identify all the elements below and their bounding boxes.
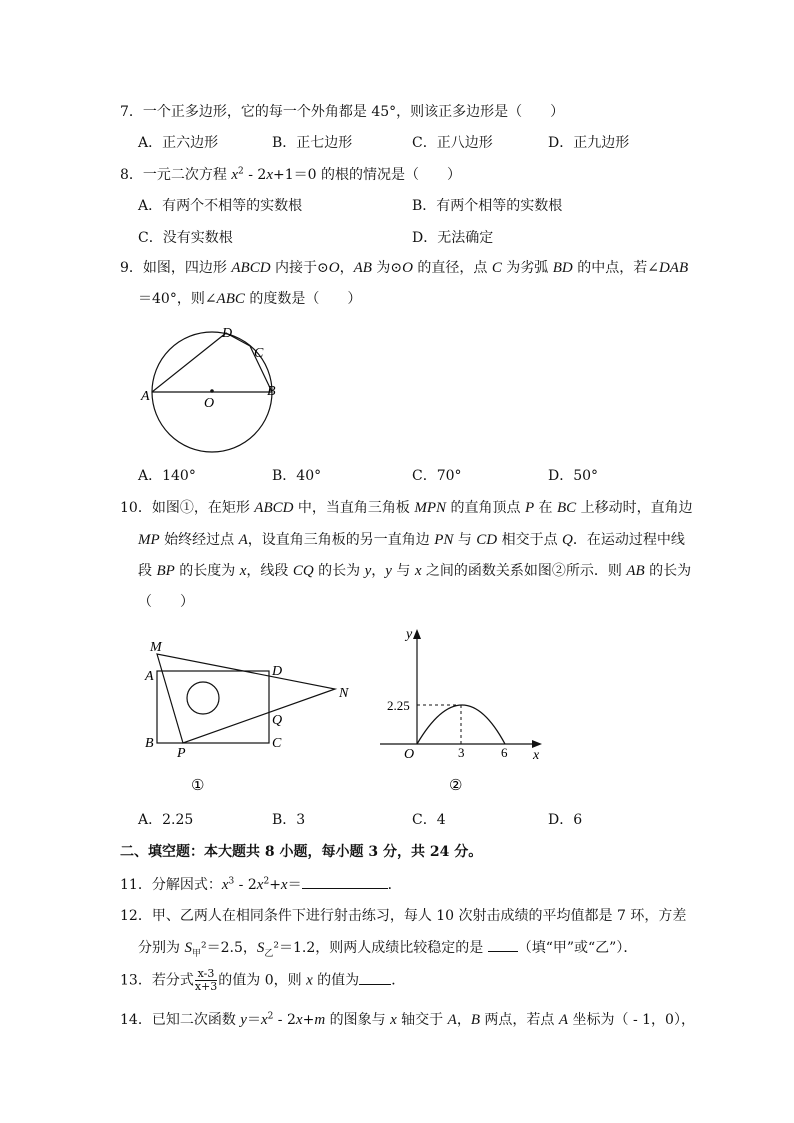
y-axis-arrow [413,629,421,639]
label-p: P [177,746,186,761]
label-b: B [267,384,276,399]
peak-value-label: 2.25 [387,698,410,713]
question-13: 13．若分式 $\frac{x-3}{x+3}$ 的值为 0，则 x 的值为 ． [120,967,406,993]
triangle-mpn [157,654,335,743]
q10-option-a: A．2.25 [138,812,194,828]
figure-2-caption: ② [449,778,463,794]
label-d: D [222,326,233,341]
q10-figure-1 [135,630,360,800]
label-q: Q [272,713,283,728]
question-11: 11．分解因式：$x^3 - 2x^2+x=$ ． [120,874,402,895]
fraction: $\frac{x-3}{x+3}$ [194,967,218,993]
q7-option-b: B．正七边形 [272,135,353,151]
q10-option-d: D．6 [548,812,583,828]
question-8-stem: 8．一元二次方程 $x^2 - 2x+1=0$ 的根的情况是（ ） [120,166,461,183]
question-9-stem-line2: ＝40°，则∠ABC 的度数是（ ） [138,291,362,307]
tick-label-3: 3 [458,745,465,760]
answer-blank[interactable] [302,874,388,889]
origin-label: O [404,747,415,762]
question-10-stem-line1: 10．如图①，在矩形 ABCD 中，当直角三角板 MPN 的直角顶点 P 在 BC 上移动时，直角边 [120,500,693,516]
answer-blank[interactable] [488,937,518,952]
q9-option-c: C．70° [412,468,462,484]
q9-option-d: D．50° [548,468,599,484]
label-m: M [150,640,162,655]
label-n: N [339,686,349,701]
q8-option-c: C．没有实数根 [138,230,233,246]
x-axis-arrow [532,740,542,748]
label-b: B [145,736,154,751]
label-c: C [272,736,282,751]
q7-option-d: D．正九边形 [548,135,630,151]
tick-label-6: 6 [501,745,508,760]
q7-option-a: A．正六边形 [138,135,219,151]
q10-figure-2 [375,620,555,800]
q9-option-b: B．40° [272,468,322,484]
label-d: D [272,664,283,679]
label-c: C [254,346,264,361]
label-a: A [145,669,154,684]
label-a: A [141,389,150,404]
question-10-stem-line3: 段 BP 的长度为 x，线段 CQ 的长为 y，y 与 x 之间的函数关系如图②所示．则 AB 的长为 [138,563,692,579]
q9-circle-figure [130,320,290,460]
question-10-stem-line2: MP 始终经过点 A，设直角三角板的另一直角边 PN 与 CD 相交于点 Q．在运动过程中线 [138,532,685,548]
question-9-stem-line1: 9．如图，四边形 ABCD 内接于⊙O，AB 为⊙O 的直径，点 C 为劣弧 BD 的中点，若∠DAB [120,260,689,276]
q8-option-d: D．无法确定 [412,230,494,246]
q9-option-a: A．140° [138,468,196,484]
question-10-stem-line4: （ ） [138,594,194,610]
question-7-stem: 7．一个正多边形，它的每一个外角都是 45°，则该正多边形是（ ） [120,104,565,120]
center-point [210,389,214,393]
axis-label-x: x [533,748,540,763]
question-12-line1: 12．甲、乙两人在相同条件下进行射击练习，每人 10 次射击成绩的平均值都是 7 环，方差 [120,908,687,924]
quadrilateral-abcd [152,333,272,392]
q10-option-c: C．4 [412,812,446,828]
q7-option-c: C．正八边形 [412,135,493,151]
label-o: O [204,396,215,411]
question-12-line2: 分别为 $S_甲^2=2.5$，$S_乙^2=1.2$，则两人成绩比较稳定的是 （填“甲”或“乙”）． [138,937,637,958]
q8-option-a: A．有两个不相等的实数根 [138,198,303,214]
triangle-hole [187,682,219,714]
answer-blank[interactable] [359,970,391,985]
axis-label-y: y [406,627,413,642]
q10-option-b: B．3 [272,812,306,828]
q8-option-b: B．有两个相等的实数根 [412,198,563,214]
section-2-heading: 二、填空题：本大题共 8 小题，每小题 3 分，共 24 分。 [120,844,483,860]
figure-1-caption: ① [191,778,205,794]
question-14: 14．已知二次函数 $y=x^2 - 2x+m$ 的图象与 x 轴交于 A，B 两点，若点 A 坐标为（ - 1，0）， [120,1011,695,1028]
